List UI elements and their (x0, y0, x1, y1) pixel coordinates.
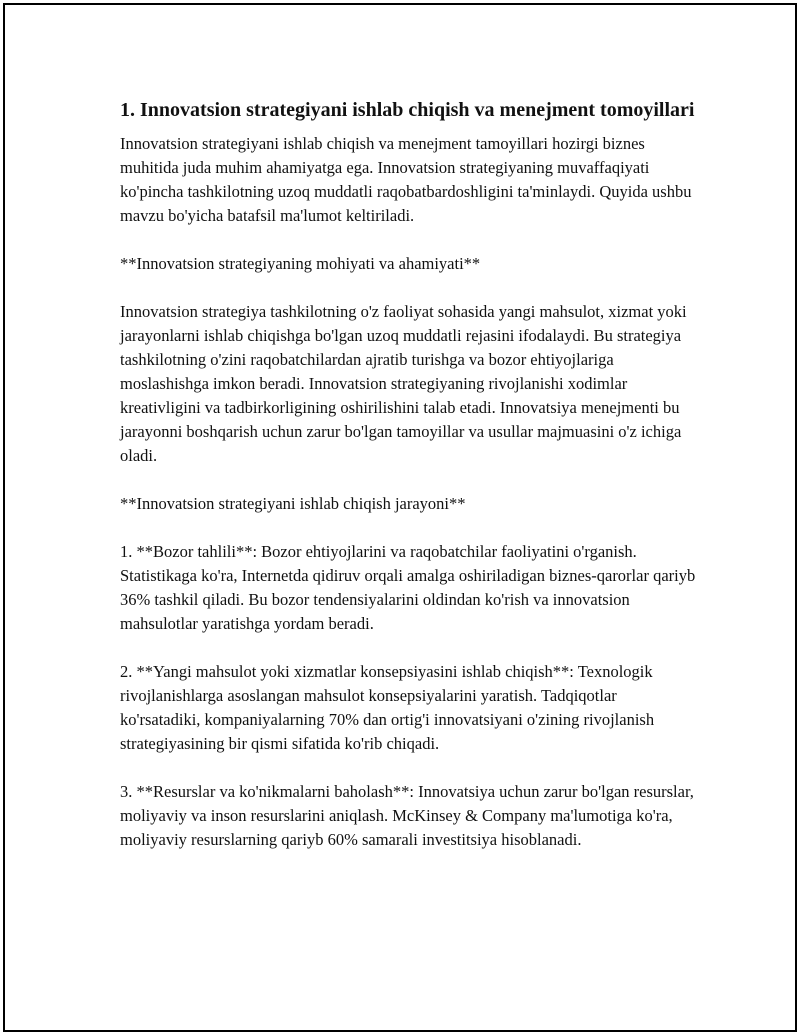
page-frame (3, 3, 797, 1032)
document-body (120, 97, 700, 876)
document-heading: 1. Innovatsion strategiyani ishlab chiqish va menejment tomoyillari (120, 99, 695, 121)
list-item-product-concept: 2. **Yangi mahsulot yoki xizmatlar konsepsiyasini ishlab chiqish**: Texnologik rivojlanishlarga asoslangan mahsulot konsepsiyalarini yaratish. Tadqiqotlar ko'rsatadiki, kompaniyalarning 70% dan ortig'i innovatsiyani o'zining rivojlanish strategiyasining bir qismi sifatida ko'rib chiqadi. (120, 662, 655, 753)
list-item-market-analysis: 1. **Bozor tahlili**: Bozor ehtiyojlarini va raqobatchilar faoliyatini o'rganish. Statistikaga ko'ra, Internetda qidiruv orqali amalga oshiriladigan biznes-qarorlar qariyb 36% tashkil qiladi. Bu bozor tendensiyalarini oldindan ko'rish va innovatsion mahsulotlar yaratishga yordam beradi. (120, 542, 696, 633)
section-title-essence: **Innovatsion strategiyaning mohiyati va ahamiyati** (120, 254, 481, 273)
list-item-resource-assessment: 3. **Resurslar va ko'nikmalarni baholash**: Innovatsiya uchun zarur bo'lgan resurslar, moliyaviy va inson resurslarini aniqlash. McKinsey & Company ma'lumotiga ko'ra, moliyaviy resurslarning qariyb 60% samarali investitsiya hisoblanadi. (120, 782, 694, 849)
section-title-process: **Innovatsion strategiyani ishlab chiqish jarayoni** (120, 494, 466, 513)
essence-paragraph: Innovatsion strategiya tashkilotning o'z faoliyat sohasida yangi mahsulot, xizmat yoki jarayonlarni ishlab chiqishga bo'lgan uzoq muddatli rejasini ifodalaydi. Bu strategiya tashkilotning o'zini raqobatchilardan ajratib turishga va bozor ehtiyojlariga moslashishga imkon beradi. Innovatsion strategiyaning rivojlanishi xodimlar kreativligini va tadbirkorligining oshirilishini talab etadi. Innovatsiya menejmenti bu jarayonni boshqarish uchun zarur bo'lgan tamoyillar va usullar majmuasini o'z ichiga oladi. (120, 302, 687, 465)
intro-paragraph: Innovatsion strategiyani ishlab chiqish va menejment tamoyillari hozirgi biznes muhitida juda muhim ahamiyatga ega. Innovatsion strategiyaning muvaffaqiyati ko'pincha tashkilotning uzoq muddatli raqobatbardoshligini ta'minlaydi. Quyida ushbu mavzu bo'yicha batafsil ma'lumot keltiriladi. (120, 134, 692, 225)
